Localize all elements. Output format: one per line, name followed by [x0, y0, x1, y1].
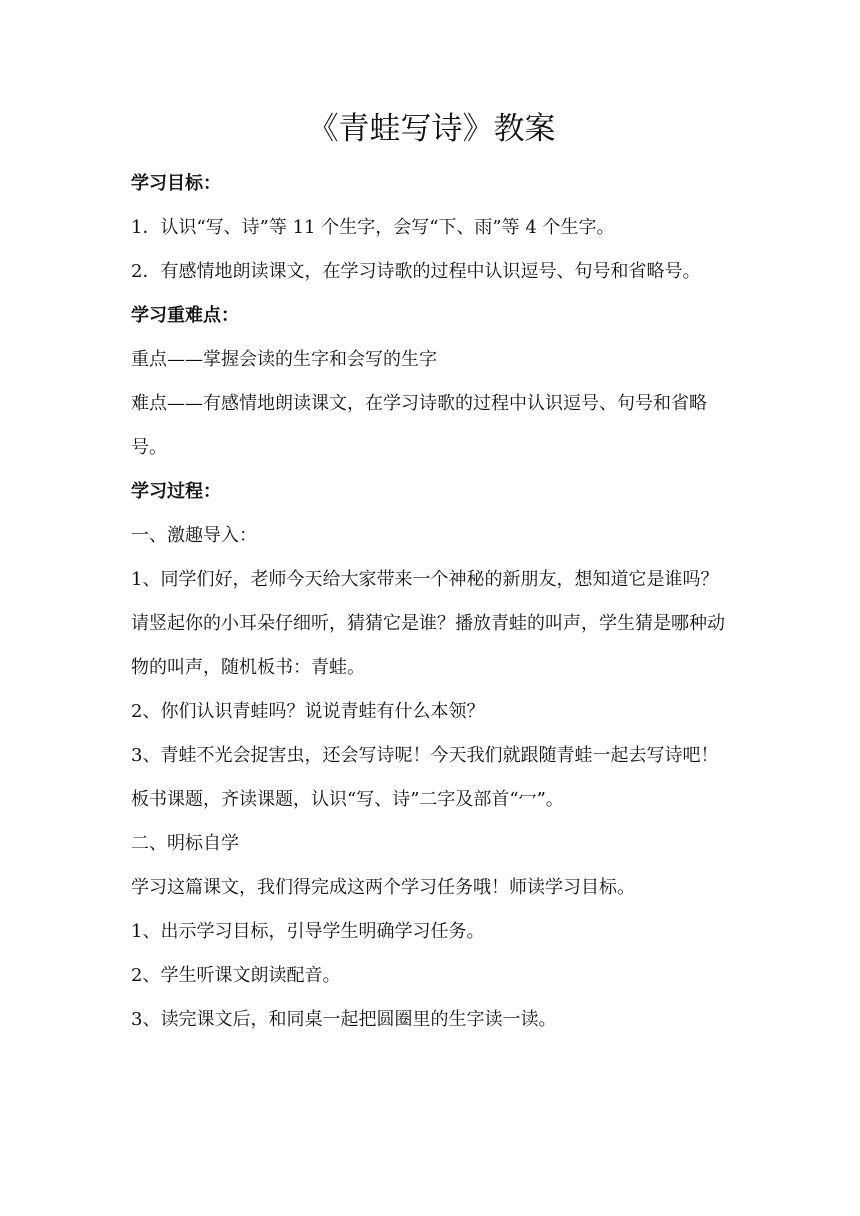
part-1-item-2: 2、你们认识青蛙吗？说说青蛙有什么本领？ [131, 701, 485, 722]
part-2-item-3: 3、读完课文后，和同桌一起把圆圈里的生字读一读。 [131, 1009, 557, 1030]
part-2-intro: 学习这篇课文，我们得完成这两个学习任务哦！师读学习目标。 [131, 877, 635, 898]
part-1-item-3: 3、青蛙不光会捉害虫，还会写诗呢！今天我们就跟随青蛙一起去写诗吧！板书课题，齐读课题，认识“写、诗”二字及部首“冖”。 [131, 745, 719, 810]
part-2-item-2: 2、学生听课文朗读配音。 [131, 965, 341, 986]
document-title: 《青蛙写诗》教案 [307, 111, 556, 147]
part-1-item-1: 1、同学们好，老师今天给大家带来一个神秘的新朋友，想知道它是谁吗？请竖起你的小耳朵仔细听，猜猜它是谁？播放青蛙的叫声，学生猜是哪种动物的叫声，随机板书：青蛙。 [131, 569, 725, 678]
difficult-point: 难点——有感情地朗读课文，在学习诗歌的过程中认识逗号、句号和省略号。 [131, 393, 707, 458]
part-1-heading: 一、激趣导入： [131, 525, 257, 546]
goal-item-2: 2．有感情地朗读课文，在学习诗歌的过程中认识逗号、句号和省略号。 [131, 261, 701, 282]
key-point: 重点——掌握会读的生字和会写的生字 [131, 349, 437, 370]
goals-heading: 学习目标： [131, 173, 221, 194]
process-heading: 学习过程： [131, 481, 221, 502]
part-2-item-1: 1、出示学习目标，引导学生明确学习任务。 [131, 921, 485, 942]
goal-item-1: 1．认识“写、诗”等 11 个生字，会写“下、雨”等 4 个生字。 [131, 217, 615, 238]
part-2-heading: 二、明标自学 [131, 833, 239, 854]
key-points-heading: 学习重难点： [131, 305, 239, 326]
